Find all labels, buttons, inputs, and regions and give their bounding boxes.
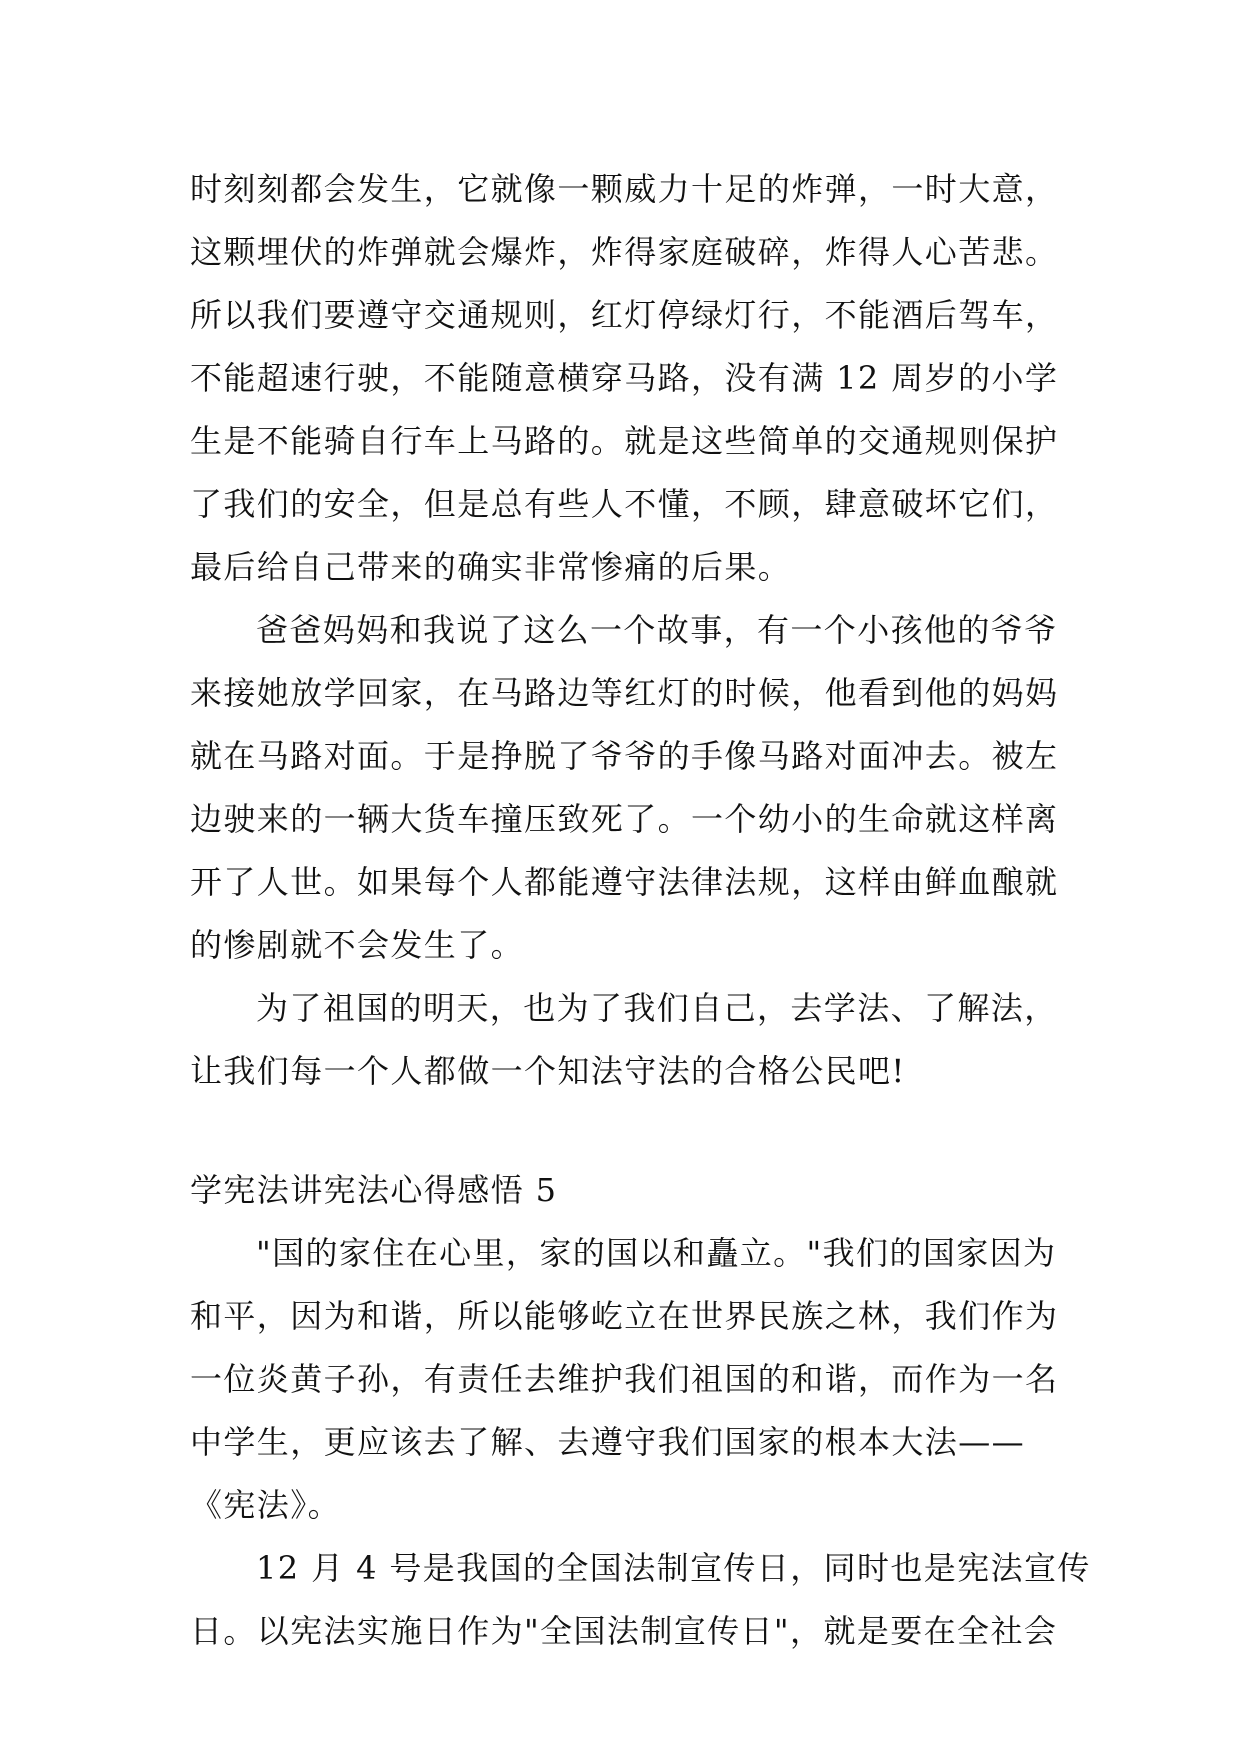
text-line: 的惨剧就不会发生了。 [190, 926, 525, 964]
text-line: 了我们的安全，但是总有些人不懂，不顾，肆意破坏它们， [190, 485, 1059, 523]
text-line: 为了祖国的明天，也为了我们自己，去学法、了解法， [256, 989, 1058, 1027]
text-line: 爸爸妈妈和我说了这么一个故事，有一个小孩他的爷爷 [256, 611, 1058, 649]
paragraph-story [190, 599, 1060, 977]
text-line: 《宪法》。 [190, 1486, 342, 1524]
document-body [190, 158, 1091, 1663]
text-line: 最后给自己带来的确实非常惨痛的后果。 [190, 548, 792, 586]
text-line: 让我们每一个人都做一个知法守法的合格公民吧! [190, 1052, 906, 1090]
text-line: 所以我们要遵守交通规则，红灯停绿灯行，不能酒后驾车， [190, 296, 1059, 334]
section-title: 学宪法讲宪法心得感悟 5 [190, 1171, 558, 1209]
paragraph-legal-day [190, 1537, 1091, 1663]
text-line: 边驶来的一辆大货车撞压致死了。一个幼小的生命就这样离 [190, 800, 1059, 838]
paragraph-constitution-intro [190, 1222, 1060, 1537]
section-heading [190, 1159, 1060, 1222]
text-line: 就在马路对面。于是挣脱了爷爷的手像马路对面冲去。被左 [190, 737, 1059, 775]
text-line: 这颗埋伏的炸弹就会爆炸，炸得家庭破碎，炸得人心苦悲。 [190, 233, 1059, 271]
section-spacer [190, 1103, 1060, 1159]
text-line: 时刻刻都会发生，它就像一颗威力十足的炸弹，一时大意， [190, 170, 1059, 208]
paragraph-traffic-rules [190, 158, 1060, 599]
text-line: 开了人世。如果每个人都能遵守法律法规，这样由鲜血酿就 [190, 863, 1059, 901]
text-line: 中学生，更应该去了解、去遵守我们国家的根本大法—— [190, 1423, 1026, 1461]
text-line: "国的家住在心里，家的国以和矗立。"我们的国家因为 [256, 1234, 1057, 1272]
paragraph-conclusion [190, 977, 1060, 1103]
text-line: 一位炎黄子孙，有责任去维护我们祖国的和谐，而作为一名 [190, 1360, 1059, 1398]
text-line: 12 月 4 号是我国的全国法制宣传日，同时也是宪法宣传 [256, 1549, 1091, 1587]
text-line: 和平，因为和谐，所以能够屹立在世界民族之林，我们作为 [190, 1297, 1059, 1335]
text-line: 不能超速行驶，不能随意横穿马路，没有满 12 周岁的小学 [190, 359, 1059, 397]
text-line: 生是不能骑自行车上马路的。就是这些简单的交通规则保护 [190, 422, 1059, 460]
text-line: 日。以宪法实施日作为"全国法制宣传日"，就是要在全社会 [190, 1612, 1058, 1650]
text-line: 来接她放学回家，在马路边等红灯的时候，他看到他的妈妈 [190, 674, 1059, 712]
